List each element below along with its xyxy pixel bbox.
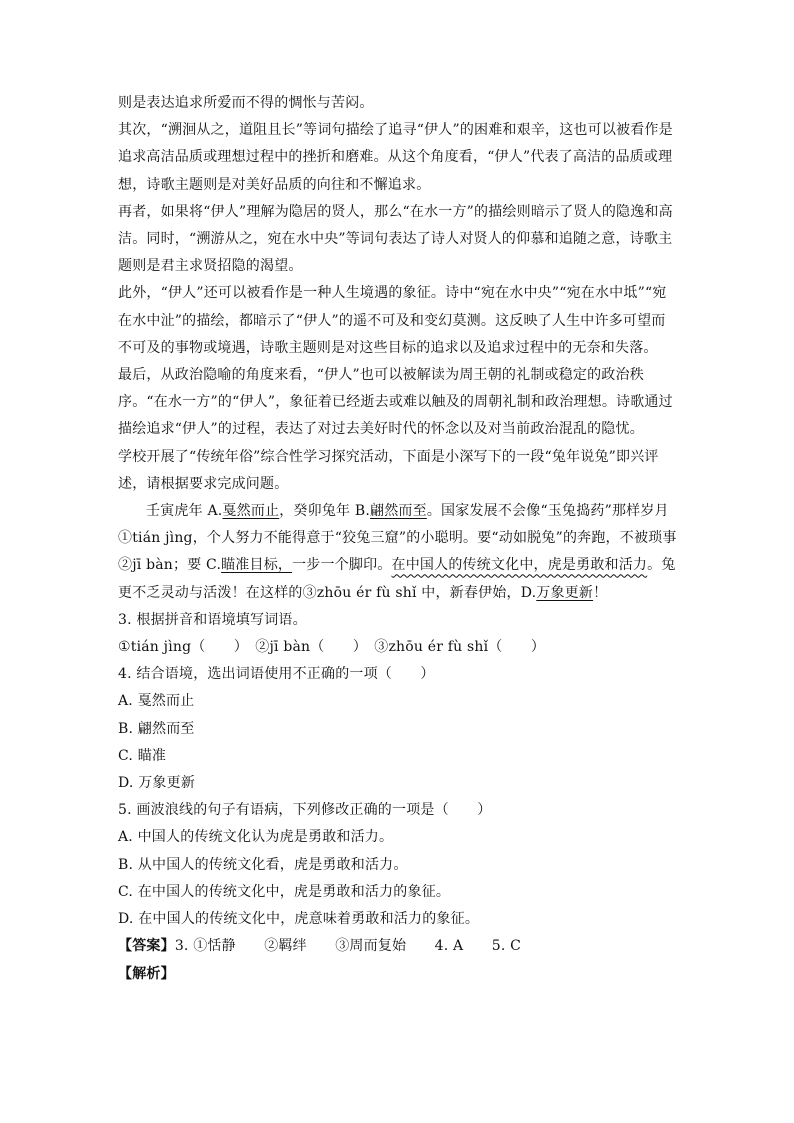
analysis-label: 【解析】 [118,965,175,982]
question-5-stem: 5. 画波浪线的句子有语病，下列修改正确的一项是（ ） [118,802,492,819]
question-5-option-d: D. 在中国人的传统文化中，虎意味着勇敢和活力的象征。 [118,911,480,928]
activity-intro: 学校开展了“传统年俗”综合性学习探究活动，下面是小深写下的一段“兔年说兔”即兴评述，请根据要求完成问题。 [118,448,659,492]
wavy-sentence: 在中国人的传统文化中，虎是勇敢和活力 [391,557,648,574]
analysis-paragraph-2: 其次，“溯洄从之，道阻且长”等词句描绘了追寻“伊人”的困难和艰辛，这也可以被看作是追求高洁品质或理想过程中的挫折和磨难。从这个角度看，“伊人”代表了高洁的品质或理想，诗歌主题则是对美好品质的向往和不懈追求。 [118,122,673,193]
answer-text: 3. ①恬静 ②羁绊 ③周而复始 4. A 5. C [174,938,522,955]
question-4-option-a: A. 戛然而止 [118,693,195,710]
question-5-option-a: A. 中国人的传统文化认为虎是勇敢和活力。 [118,829,394,846]
word-d: 万象更新 [536,584,594,601]
answer-row [118,933,678,960]
question-5-option-c: C. 在中国人的传统文化中，虎是勇敢和活力的象征。 [118,883,451,900]
question-3-stem: 3. 根据拼音和语境填写词语。 [118,611,307,628]
question-5-option-b: B. 从中国人的传统文化看，虎是勇敢和活力。 [118,856,408,873]
analysis-paragraph-5: 最后，从政治隐喻的角度来看，“伊人”也可以被解读为周王朝的礼制或稳定的政治秩序。“在水一方”的“伊人”，象征着已经逝去或难以触及的周朝礼制和政治理想。诗歌通过描绘追求“伊人”的过程，表达了对过去美好时代的怀念以及对当前政治混乱的隐忧。 [118,367,673,438]
document-page [118,90,678,988]
question-4-option-b: B. 翩然而至 [118,720,195,737]
passage-text: 。兔更不乏灵动与活泼！在这样的③zhōu ér fù shǐ 中，新春伊始，D. [118,557,676,601]
analysis-paragraph-1: 则是表达追求所爱而不得的惆怅与苦闷。 [118,95,374,111]
analysis-paragraph-4: 此外，“伊人”还可以被看作是一种人生境遇的象征。诗中“宛在水中央”“宛在水中坻”“宛在水中沚”的描绘，都暗示了“伊人”的遥不可及和变幻莫测。这反映了人生中许多可望而不可及的事物或境遇，诗歌主题则是对这些目标的追求以及追求过程中的无奈和失落。 [118,285,667,356]
passage-text: ，癸卯兔年 B. [279,503,371,520]
passage-text: ！ [593,584,608,601]
question-4-option-d: D. 万象更新 [118,775,196,792]
question-4-stem: 4. 结合语境，选出词语使用不正确的一项（ ） [118,666,435,683]
question-3-blanks: ①tián jìng（ ） ②jī bàn（ ） ③zhōu ér fù shǐ（ ） [118,639,546,656]
passage-text: 壬寅虎年 A. [146,503,223,520]
passage-text: 一步一个脚印。 [292,557,392,574]
word-a: 戛然而止 [222,503,280,520]
passage-text: 。国家发展不会像“玉兔捣药”那样岁月①tián jìng，个人努力不能得意于“狡兔三窟”的小聪明。要“动如脱兔”的奔跑，不被琐事②jī bàn；要 C. [118,503,677,574]
passage [118,498,678,607]
word-c: 瞄准目标， [221,557,293,574]
answer-label: 【答案】 [118,938,175,955]
analysis-paragraph-3: 再者，如果将“伊人”理解为隐居的贤人，那么“在水一方”的描绘则暗示了贤人的隐逸和高洁。同时，“溯游从之，宛在水中央”等词句表达了诗人对贤人的仰慕和追随之意，诗歌主题则是君主求贤招隐的渴望。 [118,203,673,275]
question-4-option-c: C. 瞄准 [118,747,167,764]
word-b: 翩然而至 [370,503,427,520]
